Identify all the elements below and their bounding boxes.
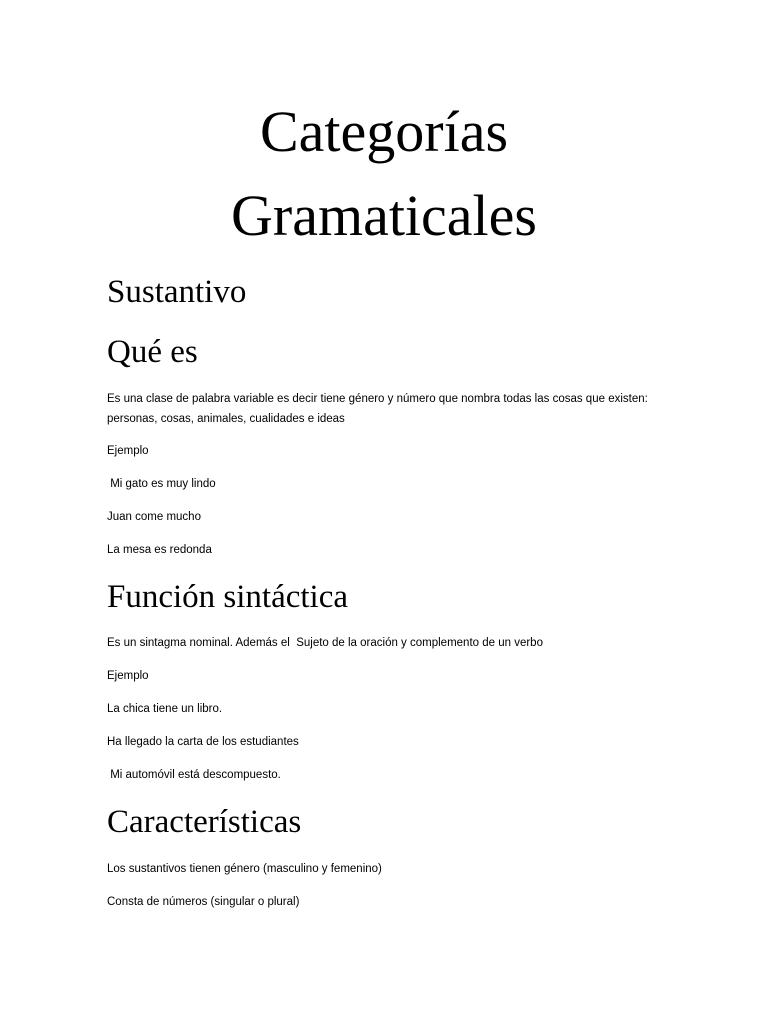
document-title-line-1: Categorías <box>259 99 509 164</box>
funcion-definition: Es un sintagma nominal. Además el Sujeto de la oración y complemento de un verbo <box>107 637 543 649</box>
funcion-example-2: Ha llegado la carta de los estudiantes <box>107 736 299 748</box>
funcion-example-1: La chica tiene un libro. <box>107 703 223 715</box>
heading-que-es: Qué es <box>107 334 198 370</box>
que-es-example-3: La mesa es redonda <box>107 544 212 556</box>
que-es-definition: Es una clase de palabra variable es decir tiene género y número que nombra todas las cosas que existen: personas, cosas, animales, cualidades e ideas <box>107 393 652 425</box>
document-title-line-2: Gramaticales <box>231 183 537 248</box>
funcion-example-3: Mi automóvil está descompuesto. <box>107 769 281 781</box>
heading-funcion-sintactica: Función sintáctica <box>107 579 349 615</box>
caracteristicas-item-2: Consta de números (singular o plural) <box>107 896 300 908</box>
que-es-example-label: Ejemplo <box>107 445 149 457</box>
heading-sustantivo: Sustantivo <box>107 274 247 310</box>
caracteristicas-item-1: Los sustantivos tienen género (masculino y femenino) <box>107 863 382 875</box>
heading-caracteristicas: Características <box>107 804 302 840</box>
que-es-example-1: Mi gato es muy lindo <box>107 478 216 490</box>
que-es-example-2: Juan come mucho <box>107 511 201 523</box>
funcion-example-label: Ejemplo <box>107 670 149 682</box>
